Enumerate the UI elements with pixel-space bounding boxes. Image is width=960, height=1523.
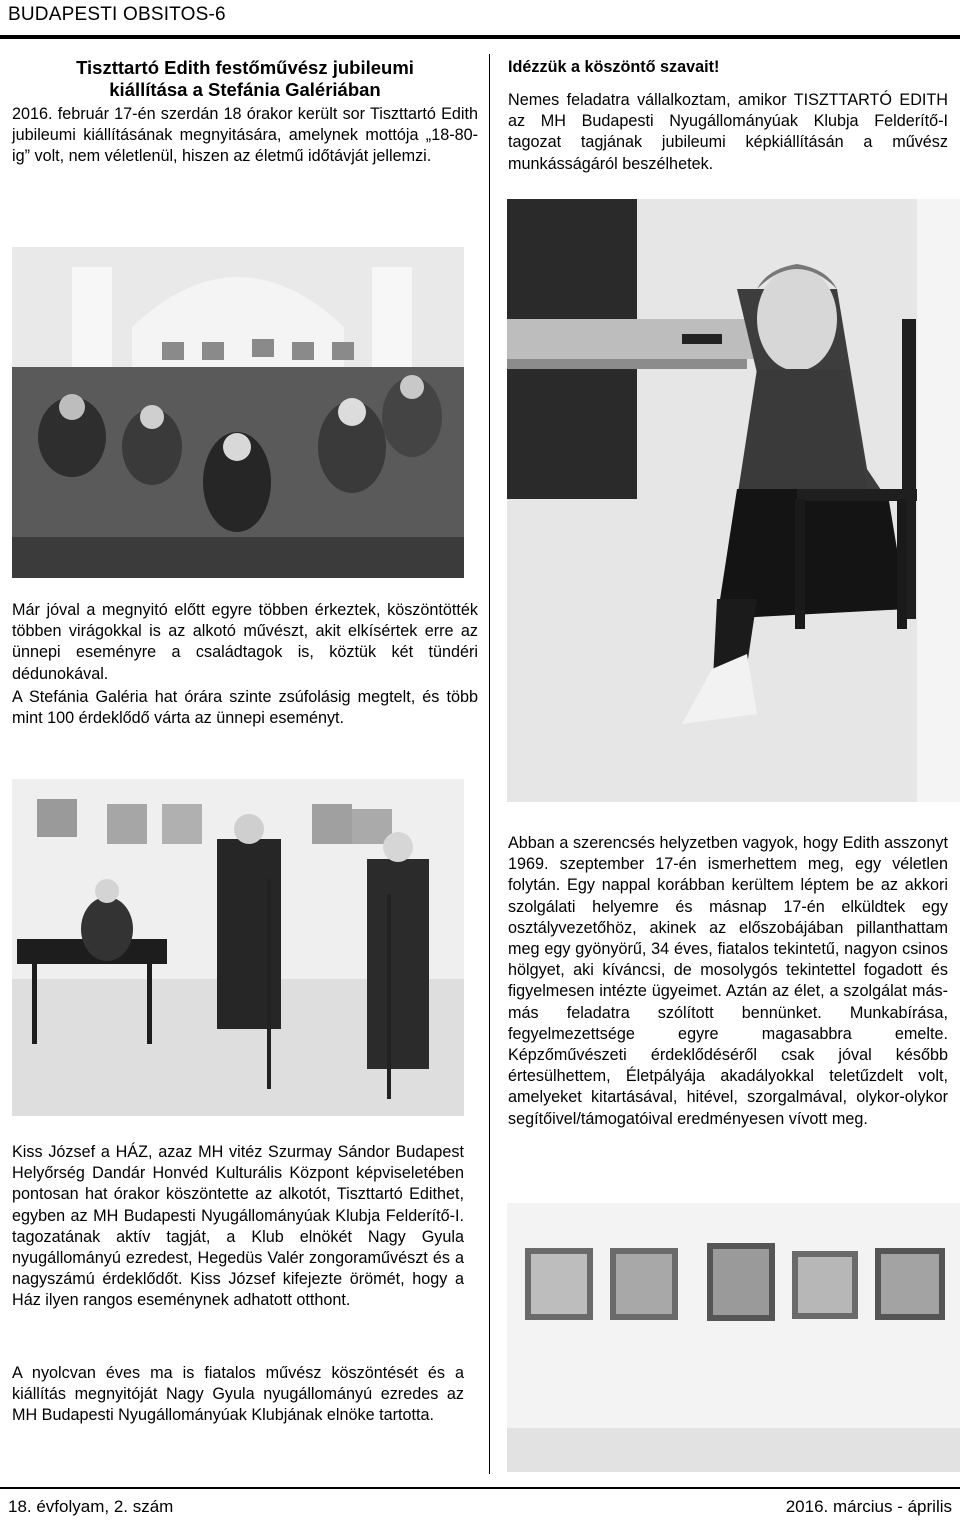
quote-intro-paragraph: Nemes feladatra vállalkoztam, amikor TISZTTARTÓ EDITH az MH Budapesti Nyugállományúak Klubja Felderítő-I tagozat tagjának jubileumi képkiállításán a művész munkásságáról beszélhetek.	[508, 91, 948, 173]
speakers-photo-graphic	[12, 779, 464, 1116]
audience-photo-graphic	[12, 247, 464, 578]
page-header	[0, 0, 960, 36]
photo-audience	[12, 247, 464, 578]
photo-artist-seated	[507, 199, 960, 802]
meeting-1969-paragraph: Abban a szerencsés helyzetben vagyok, hogy Edith asszonyt 1969. szeptember 17-én ismerhettem meg, egy véletlen folytán. Egy nappal korábban kerültem léptem be az akkori szolgálati helyemre és másnap 17-én elküldtek egy osztályvezetőhöz, akinek az előszobájában pillanthattam meg egy gyönyörű, 34 éves, fiatalos tekintetű, nagyon csinos hölgyet, aki kíváncsi, de mosolygós tekintettel fogadott és figyelmesen intézte ügyeimet. Aztán az élet, a szolgálat más-más feladatra szólított bennünket. Munkabírása, fegyelmezettsége egyre magasabbra emelte. Képzőművészeti érdeklődéséről csak jóval később értesülhettem, Életpályája akadályokkal teletűzdelt volt, amelyeket kitartásával, hitével, szorgalmával, olykor-olykor segítőivel/támogatóival eredményesen vívott meg.	[508, 834, 948, 1128]
column-divider	[489, 54, 490, 1474]
quote-heading: Idézzük a köszöntő szavait!	[508, 58, 720, 76]
intro-paragraph: 2016. február 17-én szerdán 18 órakor került sor Tiszttartó Edith jubileumi kiállításának megnyitására, amelynek mottója „18-80-ig” volt, nem véletlenül, hiszen az életmű időtávját jellemzi.	[12, 105, 478, 166]
kiss-jozsef-paragraph: Kiss József a HÁZ, azaz MH vitéz Szurmay Sándor Budapest Helyőrség Dandár Honvéd Kulturális Központ képviseletében pontosan hat órakor köszöntette az alkotót, Tiszttartó Edithet, egyben az MH Budapesti Nyugállományúak Klubja Felderítő-I. tagozatának aktív tagját, a Klub elnökét Nagy Gyula nyugállományú ezredest, Hegedüs Valér zongoraművészt és a nagyszámú érdeklődőt. Kiss József kifejezte örömét, hogy a Ház ilyen rangos eseménynek adhatott otthont.	[12, 1143, 464, 1310]
gallery-full-paragraph: A Stefánia Galéria hat órára szinte zsúfolásig megtelt, és több mint 100 érdeklődő várta az ünnepi eseményt.	[12, 688, 478, 728]
header-rule	[0, 35, 960, 39]
artist-photo-graphic	[507, 199, 960, 802]
photo-speakers	[12, 779, 464, 1116]
publication-title: BUDAPESTI OBSITOS-6	[8, 4, 226, 25]
paintings-photo-graphic	[507, 1203, 960, 1472]
arrivals-paragraph: Már jóval a megnyitó előtt egyre többen érkeztek, köszöntötték többen virágokkal is az alkotó művészt, akit elkísértek erre az ünnepi eseményre a családtagok is, köztük két tündéri dédunokával.	[12, 601, 478, 683]
issue-date: 2016. március - április	[785, 1497, 952, 1516]
issue-number: 18. évfolyam, 2. szám	[8, 1497, 174, 1516]
article-title-line-2: kiállítása a Stefánia Galériában	[109, 79, 381, 100]
article-title-line-1: Tiszttartó Edith festőművész jubileumi	[76, 57, 414, 78]
opening-paragraph: A nyolcvan éves ma is fiatalos művész köszöntését és a kiállítás megnyitóját Nagy Gyula nyugállományú ezredes az MH Budapesti Nyugállományúak Klubjának elnöke tartotta.	[12, 1364, 464, 1425]
footer-rule	[0, 1487, 960, 1489]
article-title	[12, 57, 478, 101]
photo-paintings-wall	[507, 1203, 960, 1472]
